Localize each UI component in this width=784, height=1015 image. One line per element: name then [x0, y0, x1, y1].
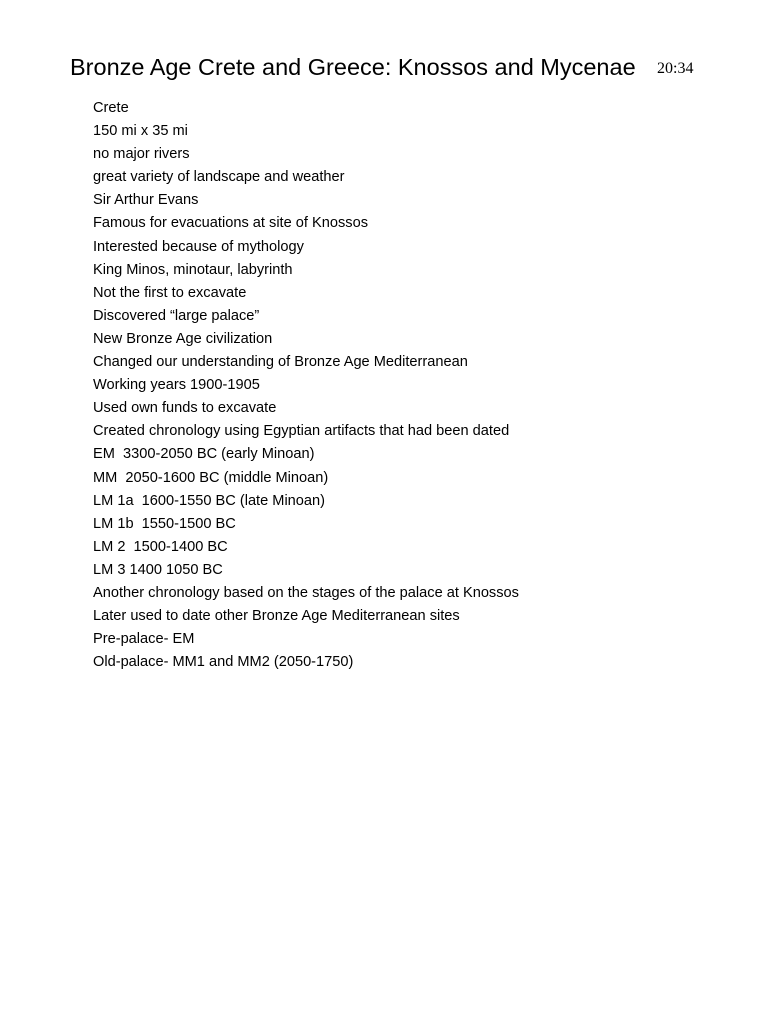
note-line: Another chronology based on the stages of the palace at Knossos — [93, 584, 519, 601]
page-title: Bronze Age Crete and Greece: Knossos and Mycenae — [70, 54, 636, 80]
note-line: Created chronology using Egyptian artifacts that had been dated — [93, 423, 510, 440]
note-line: EM 3300-2050 BC (early Minoan) — [93, 446, 315, 463]
note-line: no major rivers — [93, 146, 190, 163]
note-line: LM 1b 1550-1500 BC — [93, 515, 236, 532]
note-line: Old-palace- MM1 and MM2 (2050-1750) — [93, 654, 354, 671]
note-line: LM 2 1500-1400 BC — [93, 538, 228, 555]
note-line: Crete — [93, 100, 129, 116]
note-line: Working years 1900-1905 — [93, 377, 260, 394]
note-line: New Bronze Age civilization — [93, 330, 273, 347]
note-line: Famous for evacuations at site of Knossos — [93, 215, 368, 232]
note-line: Sir Arthur Evans — [93, 192, 199, 209]
note-line: Not the first to excavate — [93, 284, 247, 301]
note-line: LM 1a 1600-1550 BC (late Minoan) — [93, 492, 326, 509]
note-line: 150 mi x 35 mi — [93, 123, 188, 140]
notes-list — [93, 97, 519, 674]
note-line: King Minos, minotaur, labyrinth — [93, 261, 293, 278]
note-line: Used own funds to excavate — [93, 400, 277, 417]
note-line: Interested because of mythology — [93, 238, 304, 255]
timestamp: 20:34 — [657, 60, 694, 77]
note-line: Changed our understanding of Bronze Age Mediterranean — [93, 354, 468, 371]
note-line: Later used to date other Bronze Age Mediterranean sites — [93, 608, 460, 625]
note-line: MM 2050-1600 BC (middle Minoan) — [93, 469, 329, 486]
note-line: Pre-palace- EM — [93, 631, 195, 648]
note-line: LM 3 1400 1050 BC — [93, 561, 223, 578]
note-line: Discovered “large palace” — [93, 307, 260, 324]
note-line: great variety of landscape and weather — [93, 169, 345, 186]
